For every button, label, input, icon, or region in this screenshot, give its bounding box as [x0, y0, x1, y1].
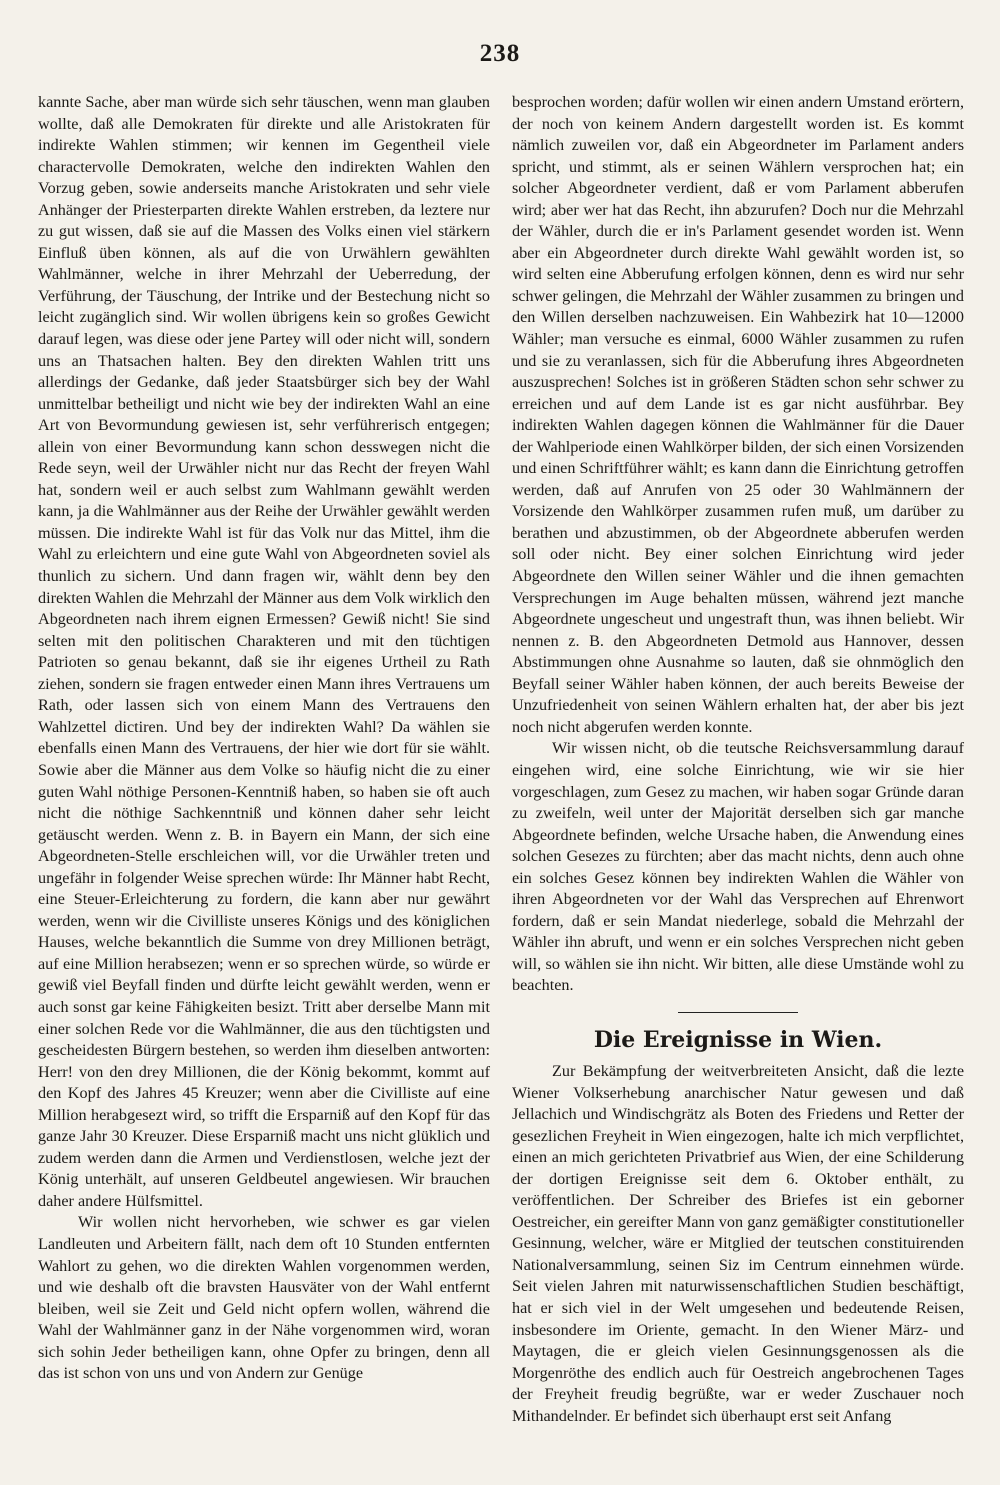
paragraph-travel-distance: Wir wollen nicht hervorheben, wie schwer es gar vielen Landleuten und Arbeitern fällt, nach dem oft 10 Stunden entfernten Wahlort zu gehen, wo die direkten Wahlen vorgenommen werden, und wie deshalb oft die bravsten Hausväter von der Wahl entfernt bleiben, weil sie Zeit und Geld nicht opfern wollen, während die Wahl der Wahlmänner ganz in der Nähe vorgenommen wird, woran sich sohin Jeder betheiligen kann, ohne Opfer zu bringen, denn all das ist schon von uns und von Andern zur Genüge: [38, 1213, 490, 1383]
left-column: [38, 92, 490, 1385]
paragraph-reichsversammlung: Wir wissen nicht, ob die teutsche Reichsversammlung darauf eingehen wird, eine solche Einrichtung, wie wir sie hier vorgeschlagen, zum Gesez zu machen, wir haben sogar Gründe daran zu zweifeln, weil unter der Majorität derselben sich gar manche Abgeordnete befinden, welche Ursache haben, die Anwendung eines solchen Gesezes zu fürchten; aber das macht nichts, denn auch ohne ein solches Gesez können bey indirekten Wahlen die Wähler von ihren Abgeordneten vor der Wahl das Versprechen auf Ehrenwort fordern, daß er sein Mandat niederlege, sobald die Mehrzahl der Wähler ihn abruft, und wenn er ein solches Versprechen nicht geben will, so wählen sie ihn nicht. Wir bitten, alle diese Umstände wohl zu beachten.: [512, 739, 964, 995]
right-column: [512, 92, 964, 1427]
article-title: Die Ereignisse in Wien.: [593, 1026, 883, 1053]
page-number: 238: [479, 40, 521, 67]
paragraph-recall: besprochen worden; dafür wollen wir einen andern Umstand erörtern, der noch von keinem Andern dargestellt worden ist. Es kommt nämlich zuweilen vor, daß ein Abgeordneter im Parlament anders spricht, und stimmt, als er seinen Wählern versprochen hat; ein solcher Abgeordneter verdient, daß er vom Parlament abberufen wird; aber wer hat das Recht, ihn abzurufen? Doch nur die Mehrzahl der Wähler, durch die er in's Parlament gesendet worden ist. Wenn aber ein Abgeordneter durch direkte Wahl gewählt worden ist, so wird selten eine Abberufung erfolgen können, denn es wird nur sehr schwer gelingen, die Mehrzahl der Wähler zusammen zu bringen und den Willen derselben nachzuweisen. Ein Wahbezirk hat 10—12000 Wähler; man versuche es einmal, 6000 Wähler zusammen zu rufen und sie zu veranlassen, sich für die Abberufung ihres Abgeordneten auszusprechen! Solches ist in größeren Städten schon sehr schwer zu erreichen und auf dem Lande ist es gar nicht ausführbar. Bey indirekten Wahlen dagegen können die Wahlmänner für die Dauer der Wahlperiode einen Wahlkörper bilden, der sich einen Vorsizenden und einen Schriftführer wählt; es kann dann die Einrichtung getroffen werden, daß auf Anrufen von 25 oder 30 Wahlmännern der Vorsizende den Wahlkörper zusammen rufen muß, um darüber zu berathen und abzustimmen, ob der Abgeordnete abberufen werden soll oder nicht. Bey einer solchen Einrichtung wird jeder Abgeordnete den Willen seiner Wähler und die ihnen gemachten Versprechungen im Auge behalten müssen, während jezt manche Abgeordnete ungescheut und ungestraft thun, was ihnen beliebt. Wir nennen z. B. den Abgeordneten Detmold aus Hannover, dessen Abstimmungen ohne Ausnahme so lauten, daß sie ohnmöglich den Beyfall seiner Wähler haben können, der auch bereits Beweise der Unzufriedenheit von seinen Wählern erhalten hat, der aber bis jezt noch nicht abgerufen werden konnte.: [512, 93, 964, 736]
paragraph-civil-list: kannte Sache, aber man würde sich sehr täuschen, wenn man glauben wollte, daß alle Demokraten für direkte und alle Aristokraten für indirekte Wahlen stimmen; wir kennen im Gegentheil viele charactervolle Demokraten, welche den indirekten Wahlen den Vorzug geben, sowie anderseits manche Aristokraten und sehr viele Anhänger der Priesterparten direkte Wahlen erstreben, da leztere nur zu gut wissen, daß sie auf die Massen des Volks einen viel stärkern Einfluß üben können, als auf die von Urwählern gewählten Wahlmänner, welche in ihrer Mehrzahl der Ueberredung, der Verführung, der Täuschung, der Intrike und der Bestechung nicht so leicht zugänglich sind. Wir wollen übrigens kein so großes Gewicht darauf legen, was diese oder jene Partey will oder nicht will, sondern uns an Thatsachen halten. Bey den direkten Wahlen tritt uns allerdings der Gedanke, daß jeder Staatsbürger sich bey der Wahl unmittelbar betheiligt und nicht wie bey der indirekten Wahl an eine Art von Bevormundung gewiesen ist, sehr verführerisch entgegen; allein von einer Bevormundung kann schon desswegen nicht die Rede seyn, weil der Urwähler nicht nur das Recht der freyen Wahl hat, sondern weil er auch selbst zum Wahlmann gewählt werden kann, ja die Wahlmänner aus der Reihe der Urwähler gewählt werden müssen. Die indirekte Wahl ist für das Volk nur das Mittel, ihm die Wahl zu erleichtern und eine gute Wahl von Abgeordneten soviel als thunlich zu sichern. Und dann fragen wir, wählt denn bey den direkten Wahlen die Mehrzahl der Männer aus dem Volk wirklich den Abgeordneten nach ihrem eignen Ermessen? Gewiß nicht! Sie sind selten mit den politischen Charakteren und mit den tüchtigen Patrioten so genau bekannt, daß sie ihr eigenes Urtheil zu Rath ziehen, sondern sie fragen entweder einen Mann ihres Vertrauens um Rath, oder lassen sich von einem Mann des Vertrauens den Wahlzettel dictiren. Und bey der indirekten Wahl? Da wählen sie ebenfalls einen Mann des Vertrauens, der hier wie dort für sie wählt. Sowie aber die Männer aus dem Volke so häufig nicht die zu einer guten Wahl nöthige Personen-Kenntniß haben, so haben sie oft auch nicht die nöthige Sachkenntniß und können daher sehr leicht getäuscht werden. Wenn z. B. in Bayern ein Mann, der sich eine Abgeordneten-Stelle erschleichen will, vor die Urwähler treten und ungefähr in folgender Weise sprechen würde: Ihr Männer habt Recht, eine Steuer-Erleichterung zu fordern, die kann aber nur gewährt werden, wenn wir die Civilliste unseres Königs und des königlichen Hauses, welche bekanntlich die Summe von drey Millionen beträgt, auf eine Million herabsezen; wenn er so sprechen würde, so würde er gewiß viel Beyfall finden und dürfte leicht gewählt werden, wenn er auch sonst gar keine Fähigkeiten besizt. Tritt aber derselbe Mann mit einer solchen Rede vor die Wahlmänner, die aus den tüchtigsten und gescheidesten Bürgern bestehen, so werden ihm dieselben antworten: Herr! von den drey Millionen, die der König bekommt, kommt auf den Kopf des Jahres 45 Kreuzer; wenn aber die Civilliste auf eine Million herabgesezt wird, so trifft die Ersparniß auf den Kopf für das ganze Jahr 30 Kreuzer. Diese Ersparniß macht uns nicht glüklich und zudem werden dann die Armen und Verdienstlosen, welche jezt der König unterhält, auf unseren Geldbeutel angewiesen. Wir brauchen daher andere Hülfsmittel.: [38, 93, 490, 1210]
section-divider: [678, 1012, 798, 1013]
paragraph-vienna-events: Zur Bekämpfung der weitverbreiteten Ansicht, daß die lezte Wiener Volkserhebung anarchischer Natur gewesen und daß Jellachich und Windischgrätz als Boten des Friedens und Retter der gesezlichen Freyheit in Wien eingezogen, halte ich mich verpflichtet, einen an mich gerichteten Privatbrief aus Wien, der eine Schilderung der dortigen Ereignisse seit dem 6. Oktober enthält, zu veröffentlichen. Der Schreiber des Briefes ist ein geborner Oestreicher, ein gereifter Mann von ganz gemäßigter constitutioneller Gesinnung, welcher, wäre er Mitglied der teutschen constituirenden Nationalversammlung, seinen Siz im Centrum einnehmen würde. Seit vielen Jahren mit naturwissenschaftlichen Studien beschäftigt, hat er sich viel in der Welt umgesehen und bedeutende Reisen, insbesondere im Oriente, gemacht. In den Wiener März- und Maytagen, die er gleich vielen Gesinnungsgenossen als die Morgenröthe des endlich auch für Oestreich angebrochenen Tages der Freyheit freudig begrüßte, war er weder Zuschauer noch Mithandelnder. Er befindet sich überhaupt erst seit Anfang: [512, 1061, 964, 1425]
